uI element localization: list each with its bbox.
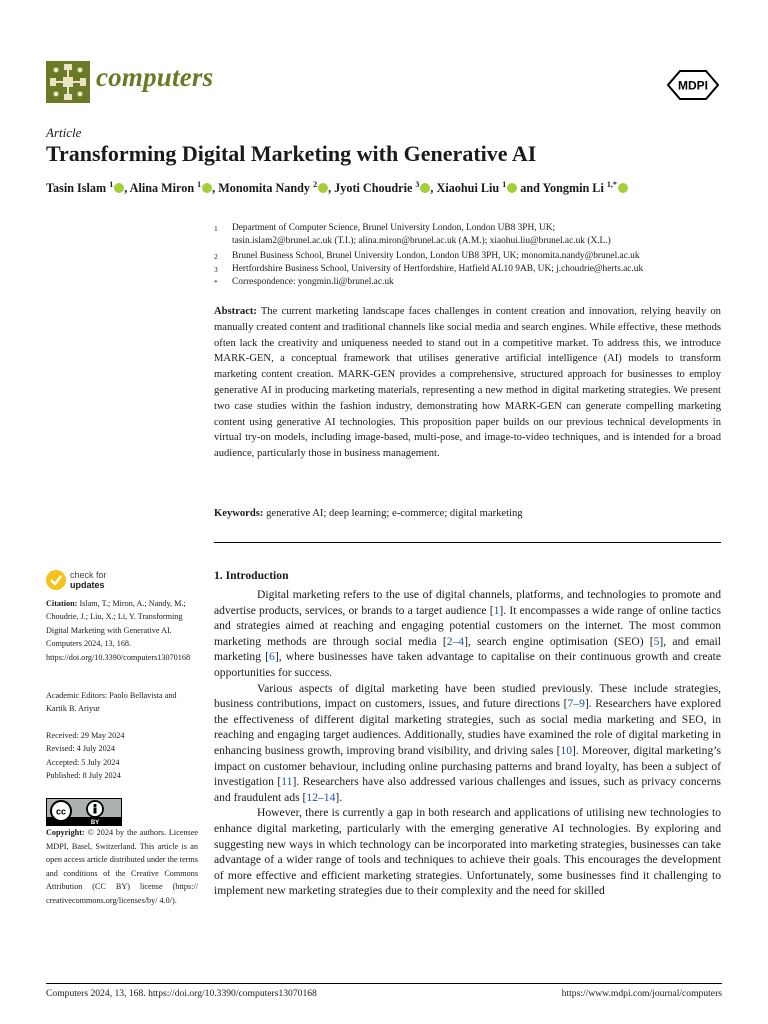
author-affiliation-mark: 2 [313,180,318,189]
author-name: Monomita Nandy [218,181,314,196]
abstract-label: Abstract: [214,306,257,317]
abstract-text: The current marketing landscape faces challenges in content creation and innovation, relying heavily on manually created content and traditional channels like social media and search engines. While effective, these methods often lack the creativity and uniqueness needed to stand out in a competitive market. To address this, we introduce MARK-GEN, a conceptual framework that utilises generative artificial intelligence (AI) models to transform marketing content creation. MARK-GEN provides a comprehensive, structured approach for businesses to employ generative AI in producing marketing materials, representing a new method in digital marketing strategies. We present two case studies within the fashion industry, demonstrating how MARK-GEN can generate compelling marketing content using generative AI technologies. This proposition paper builds on our previous technical developments in virtual try-on models, including image-based, multi-pose, and image-to-video techniques, and is intended for a broad audience, particularly those in business management. [214,306,721,460]
journal-name: computers [96,62,214,92]
orcid-icon[interactable] [618,183,628,193]
copyright-text: © 2024 by the authors. Licensee MDPI, Basel, Switzerland. This article is an open access article distributed under the terms and conditions of the Creative Commons Attribution (CC BY) license (https:// creativecommons.org/licenses/by/ 4.0/). [46,828,199,905]
citation-link[interactable]: 10 [560,743,573,757]
affiliation-text: Department of Computer Science, Brunel University London, London UB8 3PH, UK; tasin.islam2@brunel.ac.uk (T.I.); alina.miron@brunel.ac.uk (A.M.); xiaohui.liu@brunel.ac.uk (X.L.) [232,223,611,246]
affiliation-item [214,222,724,248]
check-updates-line2: updates [70,580,105,590]
orcid-icon[interactable] [318,183,328,193]
affiliation-item [214,276,724,289]
orcid-icon[interactable] [420,183,430,193]
publisher-logo [666,68,720,102]
author-list [46,180,628,196]
published-date: Published: 8 July 2024 [46,771,121,780]
author-affiliation-mark: 3 [415,180,420,189]
author-name: Jyoti Choudrie [334,181,416,196]
keywords [214,508,721,519]
publisher-name: MDPI [678,78,708,93]
check-updates-line1: check for [70,570,107,580]
orcid-icon[interactable] [202,183,212,193]
author-affiliation-mark: 1 [197,180,202,189]
footer-citation: Computers 2024, 13, 168. https://doi.org/10.3390/computers13070168 [46,988,317,999]
svg-text:cc: cc [55,806,67,817]
abstract [214,304,721,462]
copyright-notice [46,826,198,908]
affiliation-number: 3 [214,265,218,274]
citation-link[interactable]: 6 [269,650,275,664]
orcid-icon[interactable] [114,183,124,193]
journal-logo [46,61,90,103]
affiliation-number: 2 [214,252,218,261]
affiliation-number: 1 [214,224,218,233]
affiliation-text: Hertfordshire Business School, University of Hertfordshire, Hatfield AL10 9AB, UK; j.choudrie@herts.ac.uk [232,264,644,274]
body-paragraph: Various aspects of digital marketing have been studied previously. These include strategies, business contributions, impact on customers, issues, and future directions [7–9]. Researchers have explored the effectiveness of different digital marketing strategies, such as social media marketing and SEO, in reaching and engaging target audiences. Additionally, studies have examined the role of digital marketing in enhancing business growth, improving brand visibility, and driving sales [10]. Moreover, digital marketing’s impact on customer behaviour, including online purchasing patterns and brand loyalty, has been a subject of investigation [11]. Researchers have also addressed various challenges and issues, such as privacy concerns and fraudulent ads [12–14]. [214,681,721,804]
author-name: Yongmin Li [542,181,607,196]
author-affiliation-mark: 1 [502,180,507,189]
article-type: Article [46,125,82,140]
cc-by-license-badge[interactable] [46,798,122,826]
author-separator: , [212,181,219,196]
author-separator: and [517,181,543,196]
body-paragraph: However, there is currently a gap in both research and applications of utilising new technologies to enhance digital marketing, particularly with the emerging generative AI technologies. By exploring and suggesting new ways in which technology can be incorporated into marketing strategies, businesses can take advantage of a wider range of tools and techniques to achieve their goals. This encourages the development of more effective and efficient marketing strategies. Unfortunately, some businesses find it challenging to implement new marketing strategies due to their complexity and the need for skilled [214,806,721,898]
accepted-date: Accepted: 5 July 2024 [46,758,120,767]
affiliation-item [214,250,724,263]
keywords-label: Keywords: [214,508,264,519]
affiliation-item [214,263,724,276]
check-icon [46,570,66,590]
received-date: Received: 29 May 2024 [46,731,125,740]
author-affiliation-mark: 1 [109,180,114,189]
section-divider [214,542,721,543]
citation-block [46,597,198,664]
citation-link[interactable]: 1 [493,603,500,617]
author-separator: , [124,181,130,196]
orcid-icon[interactable] [507,183,517,193]
citation-text: Islam, T.; Miron, A.; Nandy, M.; Choudrie, J.; Liu, X.; Li, Y. Transforming Digital Marketing with Generative AI. Computers 2024, 13, 168. https://doi.org/10.3390/computers13070168 [46,599,191,662]
author-affiliation-mark: 1,* [606,180,617,189]
citation-link[interactable]: 12–14 [306,790,336,804]
citation-link[interactable]: 11 [281,775,293,789]
author-name: Xiaohui Liu [436,181,503,196]
footer-divider [46,983,722,984]
citation-link[interactable]: 2–4 [446,634,465,648]
citation-link[interactable]: 5 [653,634,660,648]
author-name: Alina Miron [129,181,198,196]
body-paragraph: Digital marketing refers to the use of digital channels, platforms, and technologies to promote and advertise products, services, or brands to a target audience [1]. It encompasses a wide range of online tactics and strategies aimed at reaching and engaging potential customers on the internet. The most common marketing methods are through social media [2–4], search engine optimisation (SEO) [5], and email marketing [6], where businesses have taken advantage to capitalise on their continuous growth and create opportunities for success. [214,588,722,679]
author-name: Tasin Islam [46,181,110,196]
section-heading: 1. Introduction [214,569,289,582]
introduction-body [214,587,721,899]
cc-badge-label: BY [90,820,100,825]
revised-date: Revised: 4 July 2024 [46,744,115,753]
paper-title: Transforming Digital Marketing with Generative AI [46,141,537,166]
affiliation-number: * [214,278,218,287]
author-separator: , [328,181,335,196]
footer-journal-url[interactable]: https://www.mdpi.com/journal/computers [561,988,722,999]
author-separator: , [430,181,437,196]
academic-editors: Academic Editors: Paolo Bellavista and Kartik B. Ariyur [46,691,177,714]
check-for-updates-button[interactable] [46,570,166,592]
citation-link[interactable]: 7–9 [567,697,585,711]
affiliation-text: Correspondence: yongmin.li@brunel.ac.uk [232,277,394,287]
affiliation-text: Brunel Business School, Brunel University London, London UB8 3PH, UK; monomita.nandy@brunel.ac.uk [232,251,640,261]
copyright-label: Copyright: [46,828,85,837]
keywords-text: generative AI; deep learning; e-commerce; digital marketing [266,508,523,519]
citation-label: Citation: [46,599,78,608]
